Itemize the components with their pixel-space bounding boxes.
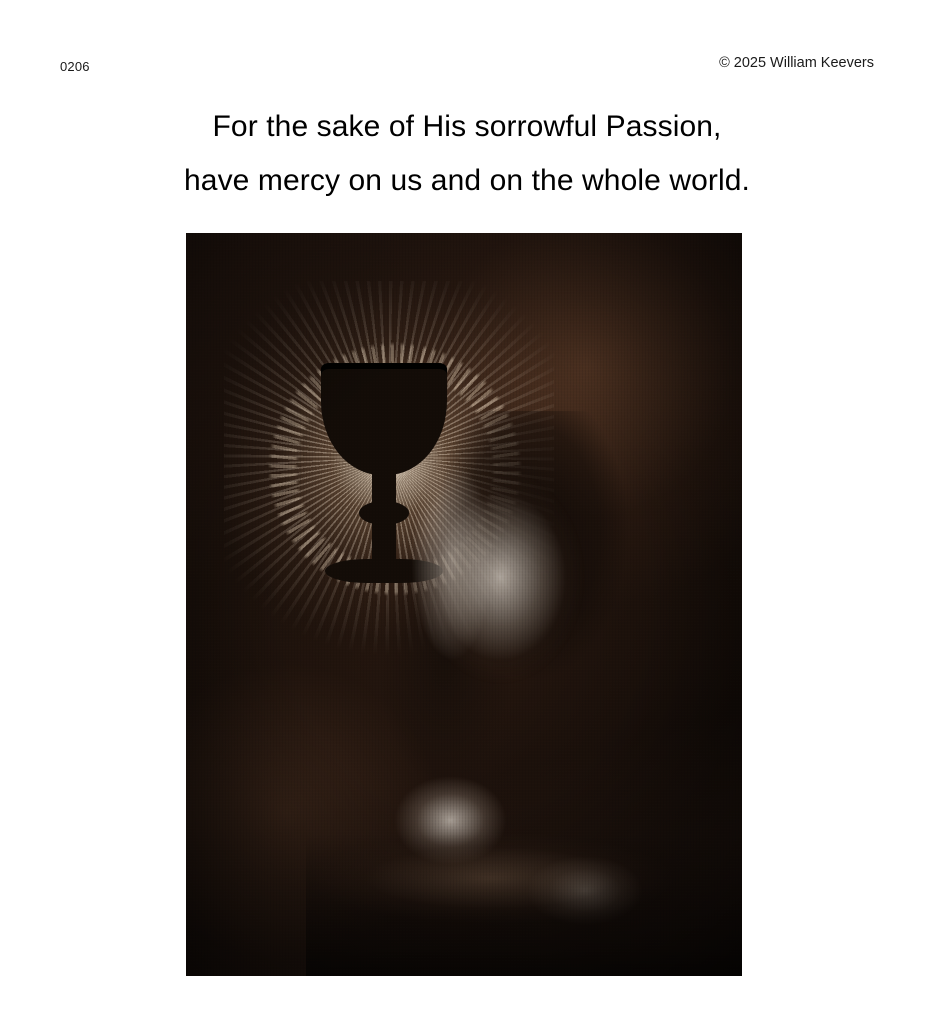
agony-in-the-garden-illustration (186, 233, 742, 976)
copyright-notice: © 2025 William Keevers (719, 55, 874, 71)
prayer-text (0, 100, 934, 208)
prayer-line-1: For the sake of His sorrowful Passion, (212, 110, 722, 143)
prayer-line-2: have mercy on us and on the whole world. (184, 164, 750, 197)
page-number: 0206 (60, 59, 90, 74)
illustration-vignette (186, 233, 742, 976)
